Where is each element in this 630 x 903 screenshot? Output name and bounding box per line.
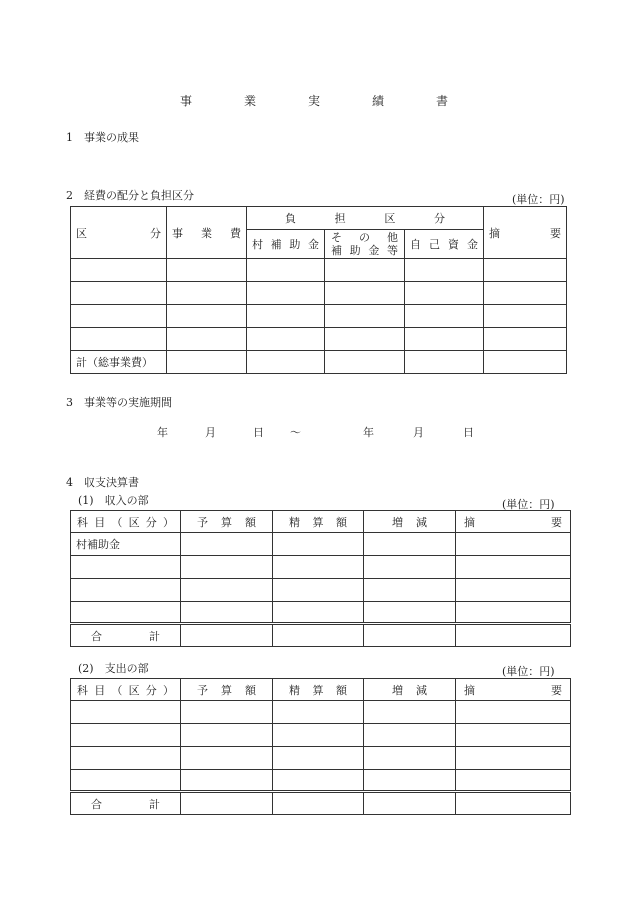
section-2-heading: 2 経費の配分と負担区分 <box>66 189 194 202</box>
table-row <box>71 579 571 602</box>
table-row <box>71 282 567 305</box>
table-row <box>71 602 571 624</box>
total-label: 合計 <box>71 792 181 815</box>
header-seisan: 精算額 <box>273 511 364 533</box>
table-row <box>71 556 571 579</box>
total-row <box>71 792 571 815</box>
total-row <box>71 351 567 374</box>
header-tekiyo: 摘要 <box>456 511 571 533</box>
header-row <box>71 511 571 533</box>
table-row <box>71 747 571 770</box>
start-month: 月 <box>205 426 216 439</box>
table-row <box>71 305 567 328</box>
start-day: 日 <box>253 426 264 439</box>
tilde: 〜 <box>290 426 301 439</box>
total-label: 計（総事業費） <box>71 351 167 374</box>
expense-allocation-table <box>70 206 567 374</box>
section-3-heading: 3 事業等の実施期間 <box>66 396 172 409</box>
header-sonota: その他 補助金等 <box>325 230 405 259</box>
header-yosan: 予算額 <box>181 679 273 701</box>
header-seisan: 精算額 <box>273 679 364 701</box>
end-day: 日 <box>463 426 474 439</box>
total-label: 合計 <box>71 624 181 647</box>
header-kubun: 区分 <box>71 207 167 259</box>
header-yosan: 予算額 <box>181 511 273 533</box>
unit-label: (単位：円) <box>502 665 555 678</box>
table-row <box>71 724 571 747</box>
unit-label: (単位：円) <box>502 498 555 511</box>
table-row <box>71 259 567 282</box>
expense-table <box>70 678 571 815</box>
header-kamoku: 科目（区分） <box>71 511 181 533</box>
header-tekiyo: 摘要 <box>456 679 571 701</box>
section-1-heading: 1 事業の成果 <box>66 131 139 144</box>
table-row <box>71 770 571 792</box>
table-row <box>71 328 567 351</box>
header-jigyouhi: 事業費 <box>167 207 247 259</box>
row-label: 村補助金 <box>71 533 181 556</box>
unit-label: (単位：円) <box>512 193 565 206</box>
header-zougen: 増減 <box>364 511 456 533</box>
table-row <box>71 533 571 556</box>
end-month: 月 <box>413 426 424 439</box>
section-4-heading: 4 収支決算書 <box>66 476 139 489</box>
document-title: 事 業 実 績 書 <box>179 94 468 108</box>
header-row <box>71 679 571 701</box>
header-jiko: 自己資金 <box>405 230 484 259</box>
start-year: 年 <box>157 426 168 439</box>
income-table <box>70 510 571 647</box>
end-year: 年 <box>363 426 374 439</box>
header-zougen: 増減 <box>364 679 456 701</box>
header-sonhojo: 村補助金 <box>247 230 325 259</box>
header-futan: 負担区分 <box>247 207 484 230</box>
expense-heading: (2) 支出の部 <box>78 662 149 675</box>
header-kamoku: 科目（区分） <box>71 679 181 701</box>
table-row <box>71 701 571 724</box>
header-tekiyo: 摘要 <box>484 207 567 259</box>
total-row <box>71 624 571 647</box>
income-heading: (1) 収入の部 <box>78 494 149 507</box>
